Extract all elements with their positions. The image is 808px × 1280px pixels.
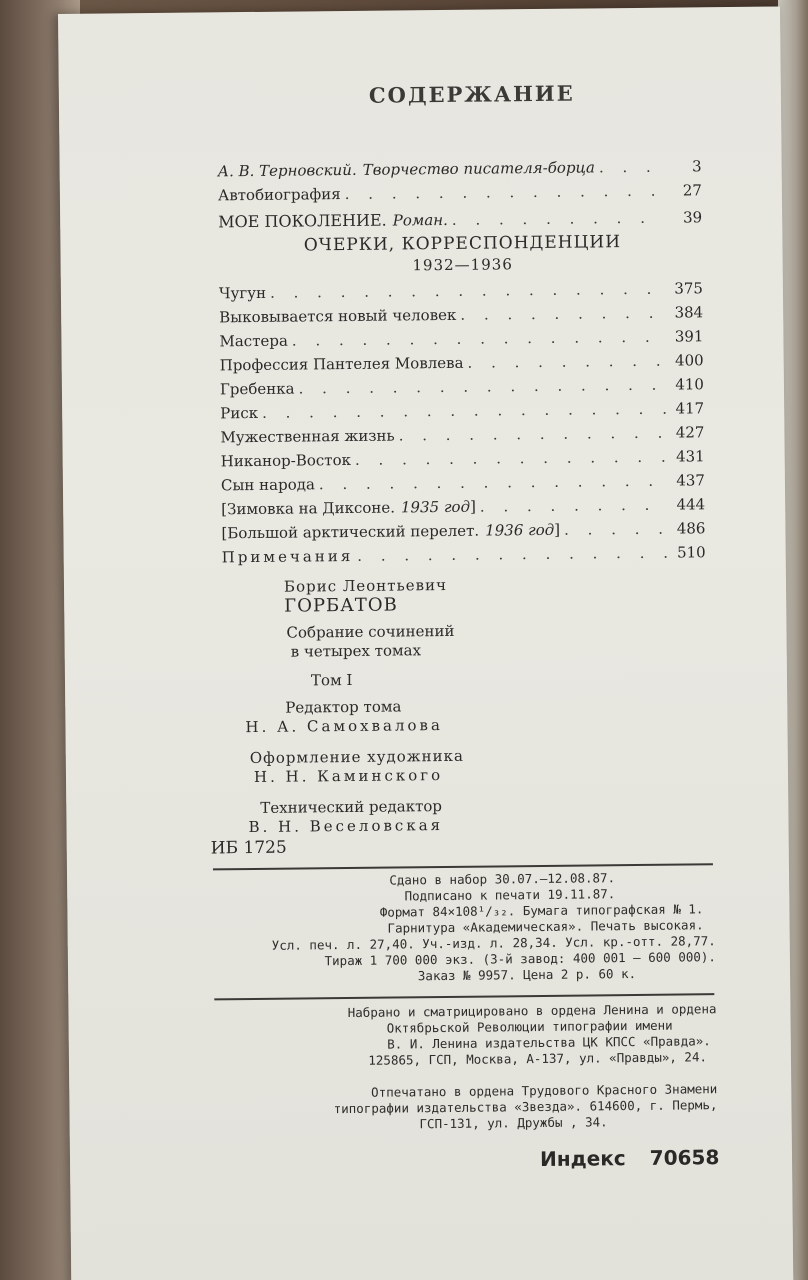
imprint-line: Усл. печ. л. 27,40. Уч.-изд. л. 28,34. Усл. кр.-отт. 28,77.	[271, 933, 716, 953]
toc-entry	[221, 519, 705, 546]
design-role: Оформление художника	[249, 746, 464, 768]
toc-entry-page: 510	[676, 543, 706, 562]
toc-entry	[220, 375, 704, 402]
toc-entry-page: 444	[676, 495, 706, 514]
toc-entry-page: 375	[674, 279, 704, 298]
editor-name: Н. А. Самохвалова	[245, 716, 443, 737]
toc-entry-page: 384	[674, 303, 704, 322]
imprint-printed	[215, 1081, 717, 1134]
leader-dots	[345, 182, 664, 203]
leader-dots	[355, 448, 667, 469]
imprint-line: Набрано и сматрицировано в ордена Ленина и ордена	[347, 1001, 717, 1021]
author-name: Борис Леонтьевич	[283, 575, 448, 596]
leader-dots	[298, 376, 666, 398]
toc-entry-page: 391	[674, 327, 704, 346]
leader-dots	[564, 520, 668, 539]
imprint-line: типографии издательства «Звезда». 614600, г. Пермь,	[333, 1097, 718, 1117]
credits-block	[244, 574, 667, 837]
toc-entry-label: Гребенка	[219, 379, 295, 399]
index-value: 70658	[649, 1145, 720, 1170]
toc-entry	[219, 303, 703, 330]
index-label: Индекс	[539, 1146, 626, 1172]
imprint-line: Октябрьской Революции типографии имени	[386, 1017, 673, 1036]
imprint-line: Формат 84×108¹/₃₂. Бумага типографская № 1.	[379, 901, 704, 920]
toc-entry-label: Профессия Пантелея Мовлева	[219, 353, 464, 375]
toc-entry-year: 1935 год	[400, 497, 471, 517]
leader-dots	[270, 280, 665, 302]
index-line	[540, 1145, 720, 1171]
toc-title: СОДЕРЖАНИЕ	[368, 80, 575, 108]
toc-entry	[221, 471, 705, 498]
toc-entry-page: 417	[675, 399, 705, 418]
toc-entry-bracket: ]	[469, 497, 476, 516]
volume-label: Том I	[310, 670, 353, 690]
imprint-line: 125865, ГСП, Москва, А-137, ул. «Правды», 24.	[368, 1049, 708, 1068]
book-page	[58, 6, 793, 1280]
leader-dots	[480, 496, 667, 516]
ib-number: ИБ 1725	[210, 837, 287, 859]
imprint-line: Сдано в набор 30.07.—12.08.87.	[389, 870, 616, 888]
leader-dots	[460, 304, 665, 324]
toc-entry-label: [Зимовка на Диксоне.	[221, 498, 396, 519]
leader-dots	[319, 472, 667, 494]
design-name: Н. Н. Каминского	[253, 766, 444, 786]
toc-entry-autobiography	[218, 181, 702, 208]
editor-role: Редактор тома	[285, 697, 402, 717]
toc-entry-label: [Большой арктический перелет.	[221, 521, 480, 543]
toc-entry-label: Примечания	[221, 546, 354, 567]
toc-entry-page: 27	[682, 181, 702, 200]
author-surname: ГОРБАТОВ	[284, 594, 398, 617]
leader-dots	[357, 544, 668, 565]
toc-entry	[221, 447, 705, 474]
toc-entry	[220, 351, 704, 378]
toc-entry-label: Выковывается новый человек	[219, 305, 457, 327]
toc-entry-author: А. В. Терновский.	[217, 160, 357, 181]
toc-entry-page: 39	[682, 208, 703, 227]
toc-entry	[220, 399, 704, 426]
toc-entry-page: 3	[691, 157, 702, 176]
section-years: 1932—1936	[412, 255, 513, 275]
toc-entry-label: Мужественная жизнь	[220, 426, 395, 447]
toc-entry-label: Чугун	[218, 283, 267, 303]
toc-entry-label: МОЕ ПОКОЛЕНИЕ.	[218, 210, 387, 232]
collection-line-1: Собрание сочинений	[286, 621, 455, 642]
toc-entry	[219, 279, 703, 306]
imprint-line: Гарнитура «Академическая». Печать высокая.	[387, 917, 704, 936]
divider	[214, 993, 714, 1000]
imprint-line: Заказ № 9957. Цена 2 р. 60 к.	[417, 965, 637, 984]
imprint-line: Подписано к печати 19.11.87.	[404, 886, 616, 904]
imprint-line: Отпечатано в ордена Трудового Красного Знамени	[371, 1081, 718, 1100]
toc-entry-label: Автобиография	[217, 185, 341, 205]
section-title: ОЧЕРКИ, КОРРЕСПОНДЕНЦИИ	[303, 232, 622, 256]
leader-dots	[452, 209, 664, 229]
leader-dots	[399, 424, 667, 445]
toc-entry-label-suffix: Роман.	[392, 210, 448, 230]
toc-entry-page: 410	[675, 375, 705, 394]
collection-line-2: в четырех томах	[290, 641, 422, 661]
section-heading	[292, 232, 632, 276]
toc-entry-year: 1936 год	[485, 520, 555, 540]
toc-entry	[220, 423, 704, 450]
toc-entry-label: Никанор-Восток	[220, 450, 352, 471]
toc-entry-label: Мастера	[219, 331, 288, 351]
toc-entry-page: 400	[674, 351, 704, 370]
toc-entry-label: Риск	[220, 403, 259, 423]
tech-name: В. Н. Веселовская	[248, 816, 444, 837]
toc-entry-page: 431	[675, 447, 705, 466]
imprint-line: Тираж 1 700 000 экз. (3-й завод: 400 001 — 600 000).	[324, 949, 716, 969]
imprint-line: ГСП-131, ул. Дружбы , 34.	[419, 1114, 608, 1132]
tech-role: Технический редактор	[260, 797, 443, 817]
toc-entry-page: 486	[676, 519, 706, 538]
imprint-typeset	[214, 1001, 717, 1070]
toc-entry-novel	[218, 207, 702, 234]
toc-entry-notes	[222, 543, 706, 570]
toc-entry-intro	[218, 157, 702, 184]
toc-entry	[219, 327, 703, 354]
toc-entry-bracket: ]	[554, 520, 561, 539]
leader-dots	[467, 352, 665, 372]
toc-entry-label: Сын народа	[220, 475, 315, 495]
leader-dots	[599, 158, 664, 177]
imprint-main	[213, 869, 716, 986]
toc-entry-page: 437	[676, 471, 706, 490]
leader-dots	[292, 328, 666, 350]
toc-entry-label: Творчество писателя-борца	[362, 158, 596, 179]
imprint-line: В. И. Ленина издательства ЦК КПСС «Правда».	[387, 1033, 711, 1052]
toc-entry-page: 427	[675, 423, 705, 442]
leader-dots	[262, 400, 666, 422]
toc-entry	[221, 495, 705, 522]
